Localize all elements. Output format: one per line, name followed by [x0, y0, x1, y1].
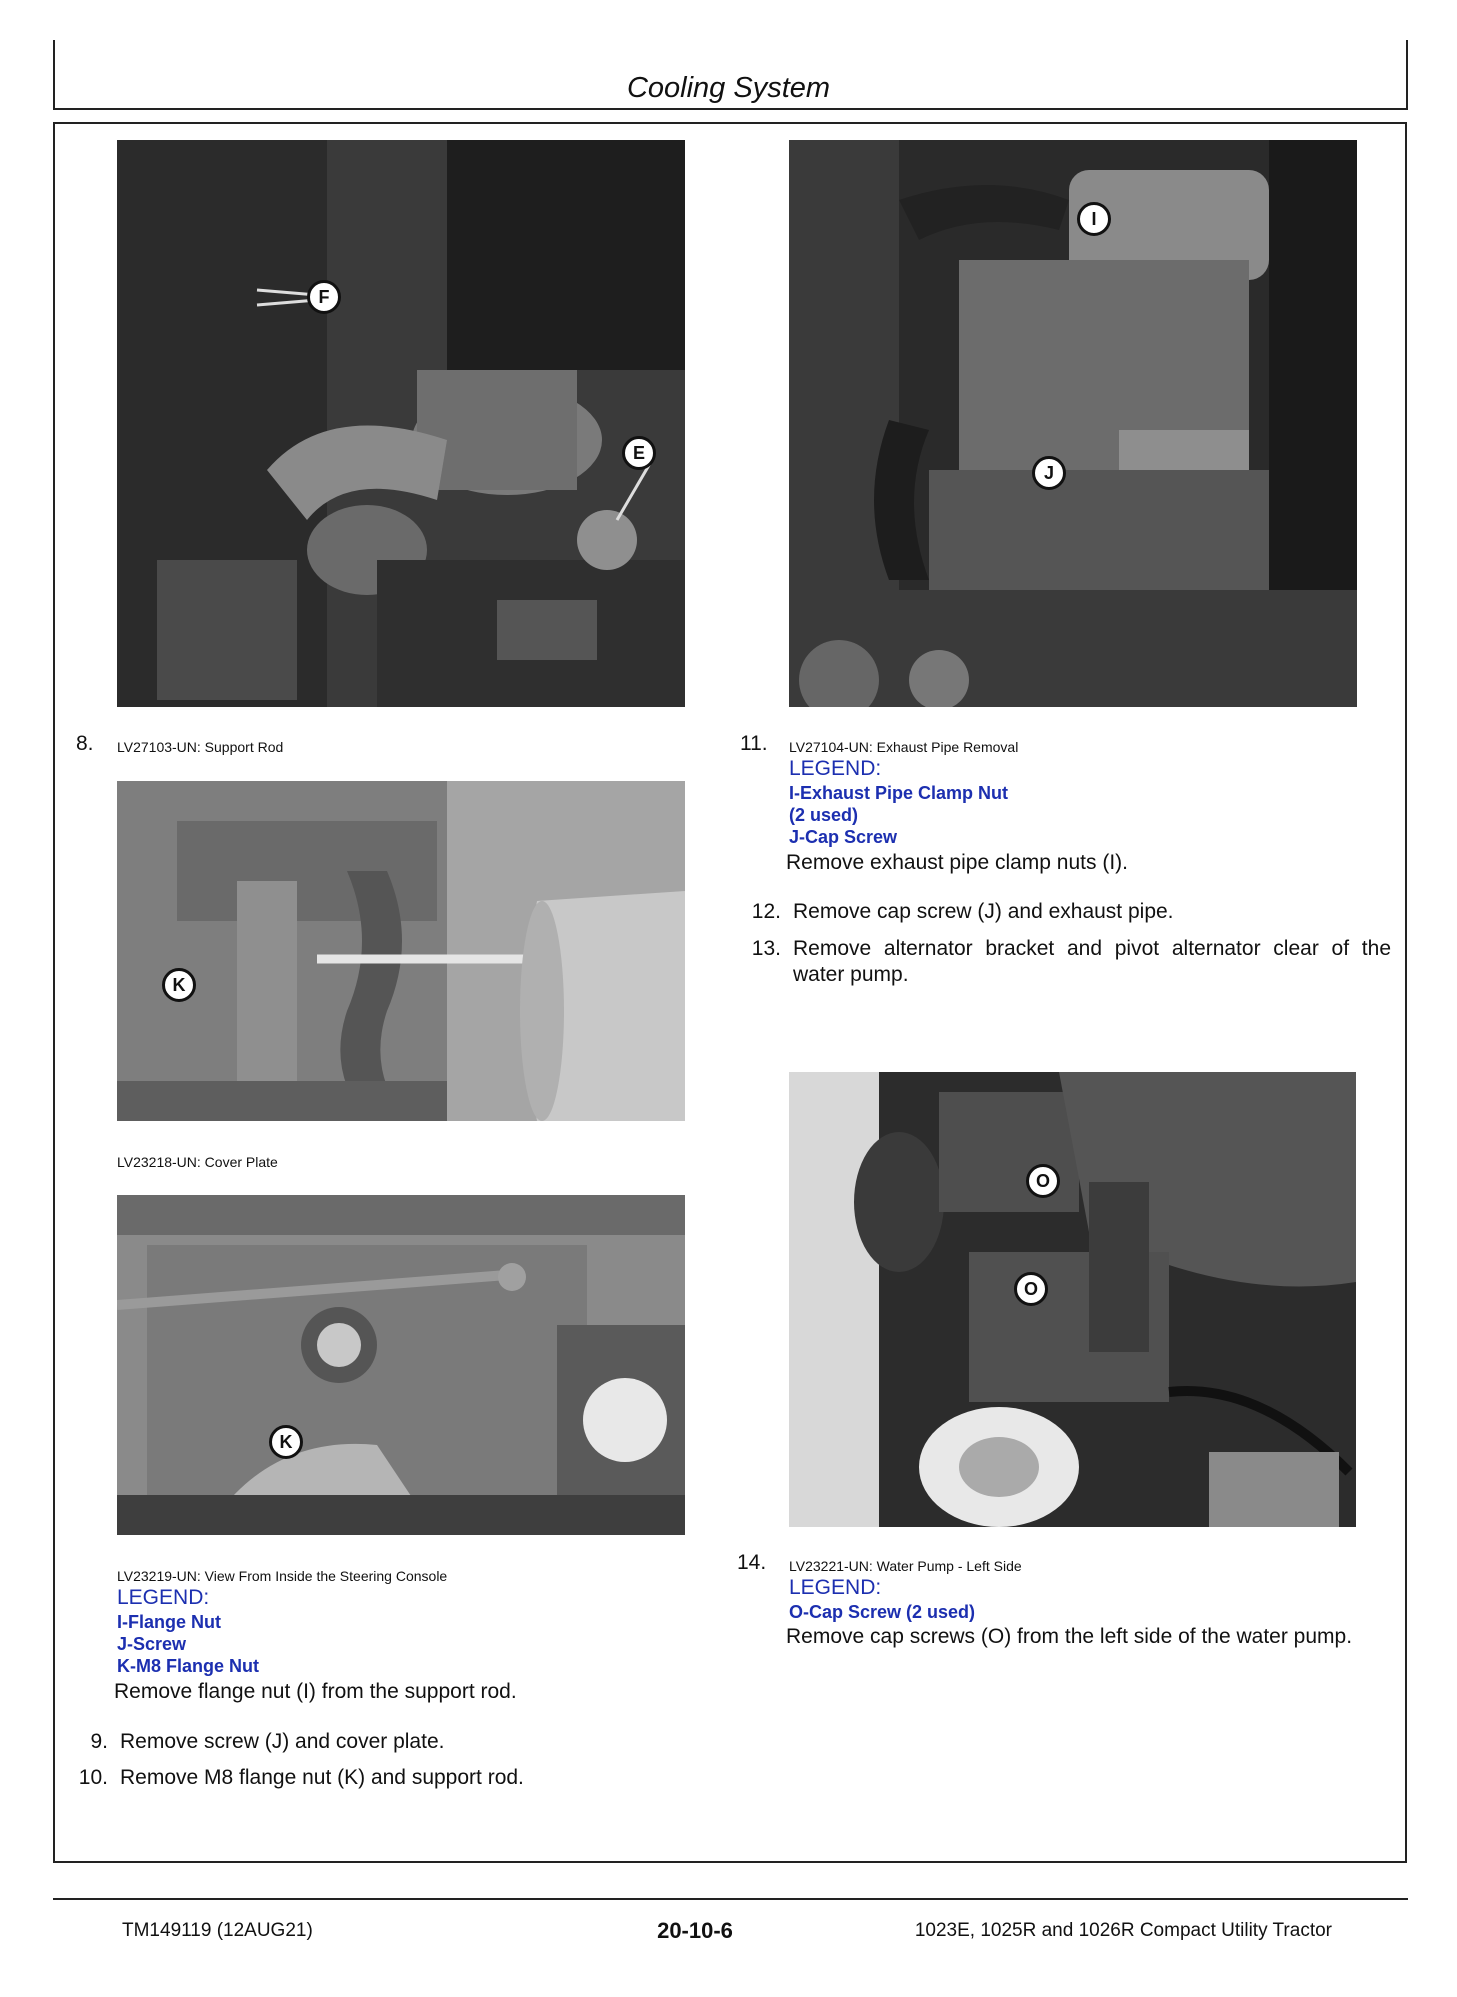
- step-number: 10.: [78, 1766, 108, 1789]
- step-number: 13.: [751, 937, 781, 960]
- callout-e: E: [622, 436, 656, 470]
- legend-item: J-Screw: [117, 1634, 187, 1654]
- step-number: 9.: [90, 1730, 108, 1753]
- legend-item: K-M8 Flange Nut: [117, 1656, 259, 1676]
- callout-k: K: [269, 1425, 303, 1459]
- callout-j: J: [1032, 456, 1066, 490]
- figure-caption: LV23218-UN: Cover Plate: [117, 1154, 278, 1170]
- header-rule: [53, 108, 1408, 110]
- figure-support-rod: [117, 140, 685, 707]
- figure-caption: LV27104-UN: Exhaust Pipe Removal: [789, 739, 1019, 755]
- legend-title: LEGEND:: [789, 1576, 882, 1599]
- step-number-11: 11.: [740, 732, 768, 755]
- step-12: [751, 900, 1391, 924]
- footer-product: 1023E, 1025R and 1026R Compact Utility Tractor: [914, 1920, 1332, 1941]
- section-title: Cooling System: [626, 72, 831, 104]
- step-text: Remove cap screw (J) and exhaust pipe.: [793, 900, 1174, 923]
- figure-steering-console: [117, 1195, 685, 1535]
- legend-item: J-Cap Screw: [789, 827, 898, 847]
- step-text: Remove alternator bracket and pivot alternator clear of the water pump.: [793, 937, 1391, 986]
- legend-item: I-Exhaust Pipe Clamp Nut: [789, 783, 1009, 803]
- page-number: 20-10-6: [657, 1918, 733, 1943]
- step-13: [751, 936, 1391, 988]
- step-number-14: 14.: [737, 1551, 767, 1574]
- callout-f: F: [307, 280, 341, 314]
- callout-k: K: [162, 968, 196, 1002]
- instruction-text: Remove cap screws (O) from the left side of the water pump.: [786, 1625, 1353, 1648]
- figure-caption: LV23221-UN: Water Pump - Left Side: [789, 1558, 1022, 1574]
- callout-i: I: [1077, 202, 1111, 236]
- legend-item: O-Cap Screw (2 used): [789, 1602, 976, 1622]
- instruction-text: Remove exhaust pipe clamp nuts (I).: [786, 851, 1128, 874]
- step-10: [78, 1766, 680, 1790]
- figure-water-pump: [789, 1072, 1356, 1527]
- legend-title: LEGEND:: [117, 1586, 210, 1609]
- step-9: [90, 1730, 680, 1754]
- figure-caption: LV27103-UN: Support Rod: [117, 739, 284, 755]
- step-text: Remove screw (J) and cover plate.: [120, 1730, 445, 1753]
- figure-cover-plate: [117, 781, 685, 1121]
- figure-caption: LV23219-UN: View From Inside the Steering Console: [117, 1568, 448, 1584]
- step-number: 12.: [751, 900, 781, 923]
- legend-item: (2 used): [789, 805, 859, 825]
- footer-doc-id: TM149119 (12AUG21): [122, 1920, 313, 1941]
- legend-title: LEGEND:: [789, 757, 882, 780]
- step-number-8: 8.: [76, 732, 94, 755]
- legend-item: I-Flange Nut: [117, 1612, 221, 1632]
- callout-o: O: [1014, 1272, 1048, 1306]
- callout-o: O: [1026, 1164, 1060, 1198]
- figure-exhaust-pipe: [789, 140, 1357, 707]
- footer-rule: [53, 1898, 1408, 1900]
- step-text: Remove M8 flange nut (K) and support rod.: [120, 1766, 524, 1789]
- instruction-text: Remove flange nut (I) from the support rod.: [114, 1680, 517, 1703]
